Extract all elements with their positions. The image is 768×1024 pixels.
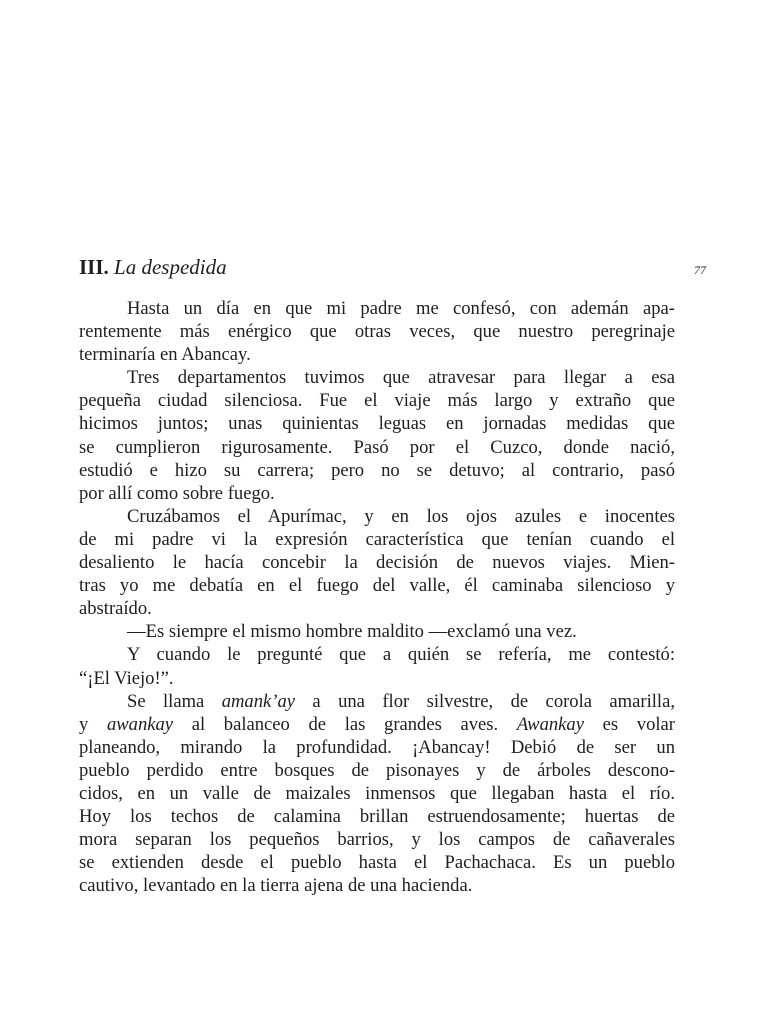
text-line: “¡El Viejo!”. <box>79 667 174 689</box>
text-run: Se llama <box>127 690 222 712</box>
text-line: cidos, en un valle de maizales inmensos que llegaban hasta el río. <box>79 782 675 804</box>
text-run: a una flor silvestre, de corola amarilla, <box>295 690 675 712</box>
paragraph-6 <box>79 690 675 898</box>
text-line <box>79 690 675 713</box>
page-number: 77 <box>694 263 706 277</box>
text-line: por allí como sobre fuego. <box>79 482 275 504</box>
text-line: se cumplieron rigurosamente. Pasó por el Cuzco, donde nació, <box>79 436 675 458</box>
text-run: es volar <box>583 713 675 735</box>
emphasized-word: awankay <box>106 713 174 735</box>
chapter-body <box>79 297 675 897</box>
text-line: pueblo perdido entre bosques de pisonayes y de árboles descono- <box>79 759 675 781</box>
paragraph-5 <box>79 643 675 689</box>
emphasized-word: Awankay <box>516 713 584 735</box>
text-line: se extienden desde el pueblo hasta el Pachachaca. Es un pueblo <box>79 852 675 874</box>
text-line: cautivo, levantado en la tierra ajena de una hacienda. <box>79 875 473 897</box>
text-line: desaliento le hacía concebir la decisión de nuevos viajes. Mien- <box>79 552 675 574</box>
emphasized-word: amank’ay <box>221 690 296 712</box>
text-line: Hasta un día en que mi padre me confesó, con ademán apa- <box>127 298 675 319</box>
chapter-heading <box>79 252 227 282</box>
text-line: Y cuando le pregunté que a quién se refería, me contestó: <box>127 644 675 666</box>
text-line: mora separan los pequeños barrios, y los campos de cañaverales <box>79 829 675 851</box>
text-line: de mi padre vi la expresión característica que tenían cuando el <box>79 528 675 550</box>
paragraph-4 <box>79 620 675 643</box>
text-line: abstraído. <box>79 598 152 620</box>
chapter-title: La despedida <box>114 255 227 279</box>
text-line: planeando, mirando la profundidad. ¡Abancay! Debió de ser un <box>79 736 675 758</box>
paragraph-1 <box>79 297 675 366</box>
text-line: Hoy los techos de calamina brillan estruendosamente; huertas de <box>79 806 675 828</box>
text-line: estudió e hizo su carrera; pero no se detuvo; al contrario, pasó <box>79 459 675 481</box>
paragraph-3 <box>79 505 675 620</box>
text-run: al balanceo de las grandes aves. <box>173 713 517 735</box>
text-line: terminaría en Abancay. <box>79 344 251 366</box>
text-line: Cruzábamos el Apurímac, y en los ojos azules e inocentes <box>127 505 675 527</box>
text-line: tras yo me debatía en el fuego del valle, él caminaba silencioso y <box>79 575 675 597</box>
paragraph-2 <box>79 366 675 505</box>
text-line <box>79 713 675 736</box>
text-line: hicimos juntos; unas quinientas leguas en jornadas medidas que <box>79 413 675 435</box>
text-line: Tres departamentos tuvimos que atravesar para llegar a esa <box>127 367 675 389</box>
text-line: —Es siempre el mismo hombre maldito —exclamó una vez. <box>127 621 577 643</box>
text-run: y <box>79 713 107 735</box>
chapter-numeral: III. <box>79 255 109 279</box>
text-line: pequeña ciudad silenciosa. Fue el viaje más largo y extraño que <box>79 390 675 412</box>
text-line: rentemente más enérgico que otras veces, que nuestro peregrinaje <box>79 321 675 343</box>
